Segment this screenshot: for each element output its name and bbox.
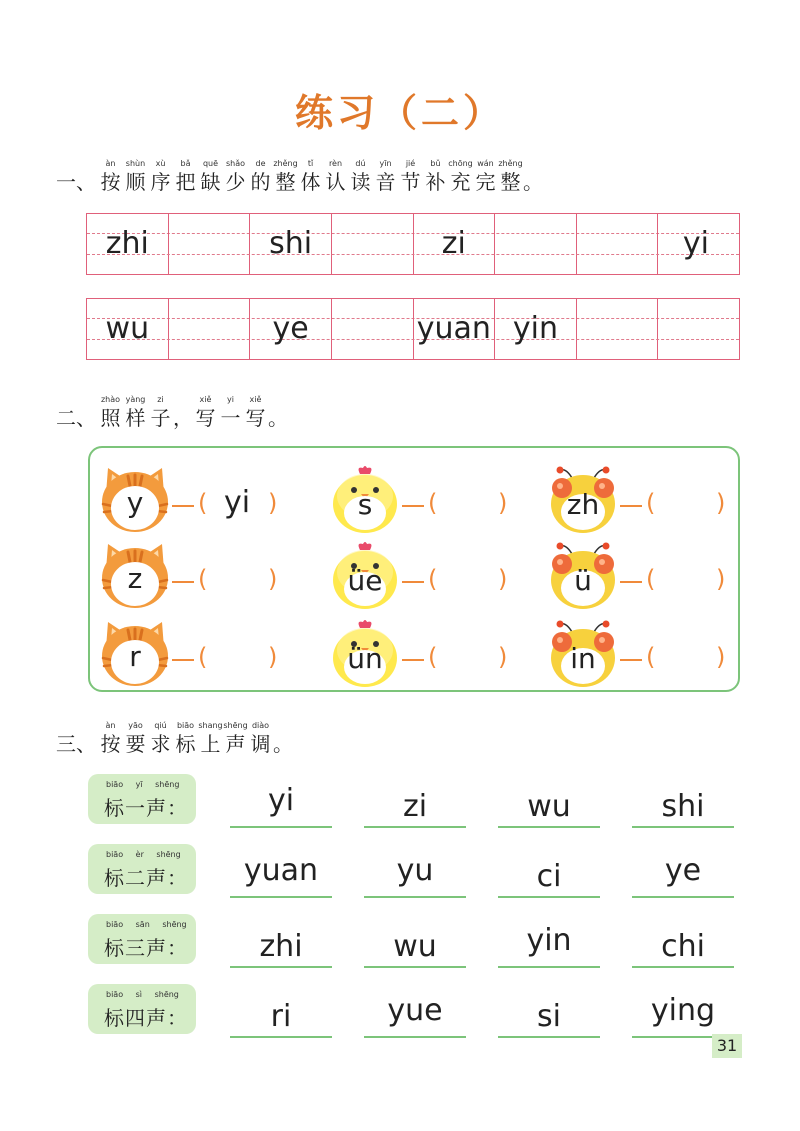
bee-icon <box>548 540 618 610</box>
char-pinyin: quē <box>202 159 219 168</box>
grid-cell[interactable] <box>658 214 739 274</box>
char-hanzi: 充 <box>450 170 471 194</box>
tone-word-cell[interactable] <box>364 920 466 968</box>
char-hanzi: 按 <box>100 732 121 756</box>
char-pinyin: shùn <box>125 159 146 168</box>
chick-icon <box>330 540 400 610</box>
heading-char <box>98 720 123 756</box>
example-item-chick <box>330 540 530 610</box>
heading-char <box>148 720 173 756</box>
left-paren: ( <box>646 643 656 671</box>
heading-char <box>198 158 223 194</box>
char-hanzi: 标 <box>175 732 196 756</box>
char-pinyin: diào <box>251 721 270 730</box>
tone-word: chi <box>661 929 705 964</box>
heading-char <box>123 158 148 194</box>
example-item-chick <box>330 464 530 534</box>
char-hanzi: 少 <box>225 170 246 194</box>
page-title: 练习（二） <box>294 91 505 135</box>
tone-word: zhi <box>259 929 303 964</box>
heading-char <box>373 158 398 194</box>
left-paren: ( <box>428 643 438 671</box>
char-pinyin: chōng <box>448 159 473 168</box>
writing-grid-row2 <box>86 298 740 360</box>
char-hanzi: 照 <box>100 406 121 430</box>
tone-word-cell[interactable] <box>230 850 332 898</box>
connector-dash <box>402 581 424 583</box>
tone-word: yu <box>396 853 434 888</box>
tone-label-text: 标三声： <box>104 936 188 960</box>
left-paren: ( <box>428 565 438 593</box>
example-item-bee <box>548 618 748 688</box>
char-hanzi: 整 <box>275 170 296 194</box>
heading-char <box>98 394 123 430</box>
grid-cell[interactable] <box>250 214 332 274</box>
section2-heading <box>56 394 288 430</box>
heading-char <box>218 394 243 430</box>
left-paren: ( <box>198 489 208 517</box>
right-paren: ) <box>498 489 508 517</box>
bee-icon <box>548 464 618 534</box>
char-hanzi: 节 <box>400 170 421 194</box>
grid-syllable: shi <box>269 226 313 261</box>
tone-label <box>88 844 196 894</box>
char-hanzi: 体 <box>300 170 321 194</box>
page-number: 31 <box>712 1034 742 1058</box>
char-hanzi: 认 <box>325 170 346 194</box>
right-paren: ) <box>268 489 278 517</box>
tone-label-text: 标四声： <box>104 1006 188 1030</box>
heading-char <box>148 158 173 194</box>
tone-word-cell[interactable] <box>632 850 734 898</box>
char-hanzi: 的 <box>250 170 271 194</box>
initial-letter: ün <box>347 642 383 675</box>
char-pinyin: jié <box>405 159 416 168</box>
char-hanzi: 把 <box>175 170 196 194</box>
initial-letter: in <box>570 642 596 675</box>
char-pinyin: àn <box>105 721 116 730</box>
connector-dash <box>402 659 424 661</box>
left-paren: ( <box>198 643 208 671</box>
grid-syllable: ye <box>272 311 309 346</box>
initial-letter: üe <box>347 564 383 597</box>
char-pinyin: qiú <box>154 721 167 730</box>
right-paren: ) <box>498 643 508 671</box>
initial-letter: ü <box>574 564 592 597</box>
char-pinyin: zi <box>157 395 164 404</box>
heading-punct: 。 <box>273 732 293 756</box>
connector-dash <box>620 581 642 583</box>
initial-letter: r <box>129 640 141 673</box>
heading-char <box>248 158 273 194</box>
grid-cell[interactable] <box>414 214 496 274</box>
heading-char <box>273 158 298 194</box>
tone-word: shi <box>661 789 705 824</box>
grid-cell[interactable] <box>658 299 739 359</box>
tone-label <box>88 984 196 1034</box>
heading-char <box>248 720 273 756</box>
char-hanzi: 调 <box>250 732 271 756</box>
char-hanzi: 子 <box>150 406 171 430</box>
section-number: 一、 <box>56 170 96 194</box>
heading-punct: 。 <box>268 406 288 430</box>
char-hanzi: 上 <box>200 732 221 756</box>
heading-char <box>193 394 218 430</box>
heading-char <box>473 158 498 194</box>
heading-char <box>423 158 448 194</box>
connector-dash <box>172 581 194 583</box>
grid-cell[interactable] <box>169 214 251 274</box>
tone-label-text: 标二声： <box>104 866 188 890</box>
char-pinyin: yīn <box>379 159 392 168</box>
char-pinyin: shēng <box>223 721 248 730</box>
char-hanzi: 顺 <box>125 170 146 194</box>
heading-punct: 。 <box>523 170 543 194</box>
tone-word: zi <box>402 789 428 824</box>
tone-word-cell[interactable] <box>632 780 734 828</box>
tone-word-cell[interactable] <box>230 990 332 1038</box>
tone-label-pinyin: biāo yī shēng <box>106 780 180 789</box>
heading-char <box>223 158 248 194</box>
tone-word: yi <box>267 783 295 818</box>
heading-char <box>123 720 148 756</box>
right-paren: ) <box>716 489 726 517</box>
char-hanzi: 音 <box>375 170 396 194</box>
heading-char <box>198 720 223 756</box>
char-hanzi: 写 <box>245 406 266 430</box>
section-number: 三、 <box>56 732 96 756</box>
char-hanzi: 序 <box>150 170 171 194</box>
grid-cell[interactable] <box>87 299 169 359</box>
heading-char <box>348 158 373 194</box>
char-pinyin: zhěng <box>273 159 298 168</box>
char-pinyin: zhào <box>100 395 121 404</box>
grid-cell[interactable] <box>332 299 414 359</box>
example-item-cat <box>100 540 300 610</box>
grid-syllable: yin <box>512 311 558 346</box>
grid-syllable: zhi <box>105 226 149 261</box>
tone-word-cell[interactable] <box>230 780 332 828</box>
tone-word: yuan <box>243 853 319 888</box>
grid-syllable: wu <box>105 311 150 346</box>
grid-cell[interactable] <box>577 214 659 274</box>
heading-char <box>223 720 248 756</box>
heading-char <box>173 720 198 756</box>
char-hanzi: 写 <box>195 406 216 430</box>
char-pinyin: yi <box>227 395 234 404</box>
char-hanzi: 补 <box>425 170 446 194</box>
heading-char <box>243 394 268 430</box>
tone-word-cell[interactable] <box>364 990 466 1038</box>
section1-heading <box>56 158 543 194</box>
tone-word-cell[interactable] <box>632 920 734 968</box>
example-item-chick <box>330 618 530 688</box>
cat-icon <box>100 464 170 534</box>
char-hanzi: 读 <box>350 170 371 194</box>
initial-letter: z <box>127 562 143 595</box>
char-pinyin: de <box>255 159 266 168</box>
cat-icon <box>100 540 170 610</box>
tone-word: si <box>537 999 561 1034</box>
tone-word-cell[interactable] <box>498 990 600 1038</box>
tone-word: ci <box>536 859 562 894</box>
tone-label <box>88 774 196 824</box>
right-paren: ) <box>498 565 508 593</box>
tone-label-text: 标一声： <box>104 796 188 820</box>
right-paren: ) <box>716 643 726 671</box>
initial-letter: y <box>126 486 144 519</box>
section3-heading <box>56 720 293 756</box>
heading-char <box>98 158 123 194</box>
tone-label-pinyin: biāo sì shēng <box>106 990 179 999</box>
grid-cell[interactable] <box>495 299 577 359</box>
heading-char <box>298 158 323 194</box>
grid-cell[interactable] <box>577 299 659 359</box>
left-paren: ( <box>646 489 656 517</box>
char-pinyin: dú <box>355 159 366 168</box>
grid-cell[interactable] <box>169 299 251 359</box>
tone-word-cell[interactable] <box>498 850 600 898</box>
example-item-cat <box>100 464 300 534</box>
char-pinyin: xiě <box>199 395 212 404</box>
char-hanzi: 整 <box>500 170 521 194</box>
grid-cell[interactable] <box>250 299 332 359</box>
answer-blank[interactable]: yi <box>223 485 251 520</box>
heading-char <box>498 158 523 194</box>
left-paren: ( <box>646 565 656 593</box>
heading-char <box>323 158 348 194</box>
tone-word-cell[interactable] <box>364 780 466 828</box>
connector-dash <box>402 505 424 507</box>
char-hanzi: 要 <box>125 732 146 756</box>
tone-word: ye <box>664 853 702 888</box>
tone-label <box>88 914 196 964</box>
tone-word-cell[interactable] <box>632 990 734 1038</box>
example-item-cat <box>100 618 300 688</box>
tone-word-cell[interactable] <box>364 850 466 898</box>
char-hanzi: 完 <box>475 170 496 194</box>
char-pinyin: bǎ <box>180 159 191 168</box>
heading-punct: ， <box>173 406 193 430</box>
char-pinyin: tǐ <box>307 159 314 168</box>
right-paren: ) <box>268 643 278 671</box>
section-number: 二、 <box>56 406 96 430</box>
bee-icon <box>548 618 618 688</box>
grid-cell[interactable] <box>495 214 577 274</box>
char-pinyin: bǔ <box>430 159 441 168</box>
chick-icon <box>330 464 400 534</box>
tone-word: yin <box>526 923 572 958</box>
example-item-bee <box>548 540 748 610</box>
cat-icon <box>100 618 170 688</box>
tone-word: yue <box>387 993 443 1028</box>
char-pinyin: zhěng <box>498 159 523 168</box>
grid-cell[interactable] <box>87 214 169 274</box>
grid-cell[interactable] <box>414 299 496 359</box>
initial-letter: zh <box>566 488 600 521</box>
connector-dash <box>620 659 642 661</box>
heading-char <box>148 394 173 430</box>
tone-word-cell[interactable] <box>230 920 332 968</box>
tone-word: ying <box>650 993 716 1028</box>
right-paren: ) <box>716 565 726 593</box>
char-pinyin: àn <box>105 159 116 168</box>
char-pinyin: biāo <box>176 721 195 730</box>
connector-dash <box>172 505 194 507</box>
char-pinyin: rèn <box>328 159 343 168</box>
char-hanzi: 缺 <box>200 170 221 194</box>
tone-label-pinyin: biāo sān shēng <box>106 920 187 929</box>
right-paren: ) <box>268 565 278 593</box>
char-pinyin: yāo <box>128 721 143 730</box>
initial-letter: s <box>357 488 373 521</box>
connector-dash <box>620 505 642 507</box>
heading-char <box>123 394 148 430</box>
chick-icon <box>330 618 400 688</box>
char-hanzi: 一 <box>220 406 241 430</box>
char-hanzi: 样 <box>125 406 146 430</box>
grid-cell[interactable] <box>332 214 414 274</box>
tone-word: ri <box>270 999 292 1034</box>
grid-syllable: zi <box>441 226 466 261</box>
left-paren: ( <box>428 489 438 517</box>
char-hanzi: 按 <box>100 170 121 194</box>
char-pinyin: yàng <box>125 395 146 404</box>
writing-grid-row1 <box>86 213 740 275</box>
char-pinyin: wán <box>477 159 494 168</box>
tone-word-cell[interactable] <box>498 920 600 968</box>
char-hanzi: 求 <box>150 732 171 756</box>
tone-word: wu <box>393 929 437 964</box>
example-item-bee <box>548 464 748 534</box>
left-paren: ( <box>198 565 208 593</box>
tone-word: wu <box>527 789 571 824</box>
char-pinyin: xù <box>155 159 166 168</box>
heading-char <box>398 158 423 194</box>
heading-char <box>448 158 473 194</box>
heading-char <box>173 158 198 194</box>
char-pinyin: xiě <box>249 395 262 404</box>
char-pinyin: shang <box>198 721 223 730</box>
tone-label-pinyin: biāo èr shēng <box>106 850 181 859</box>
char-hanzi: 声 <box>225 732 246 756</box>
example-box <box>88 446 740 692</box>
grid-syllable: yi <box>682 226 709 261</box>
char-pinyin: shǎo <box>225 159 246 168</box>
tone-word-cell[interactable] <box>498 780 600 828</box>
connector-dash <box>172 659 194 661</box>
grid-syllable: yuan <box>416 311 491 346</box>
